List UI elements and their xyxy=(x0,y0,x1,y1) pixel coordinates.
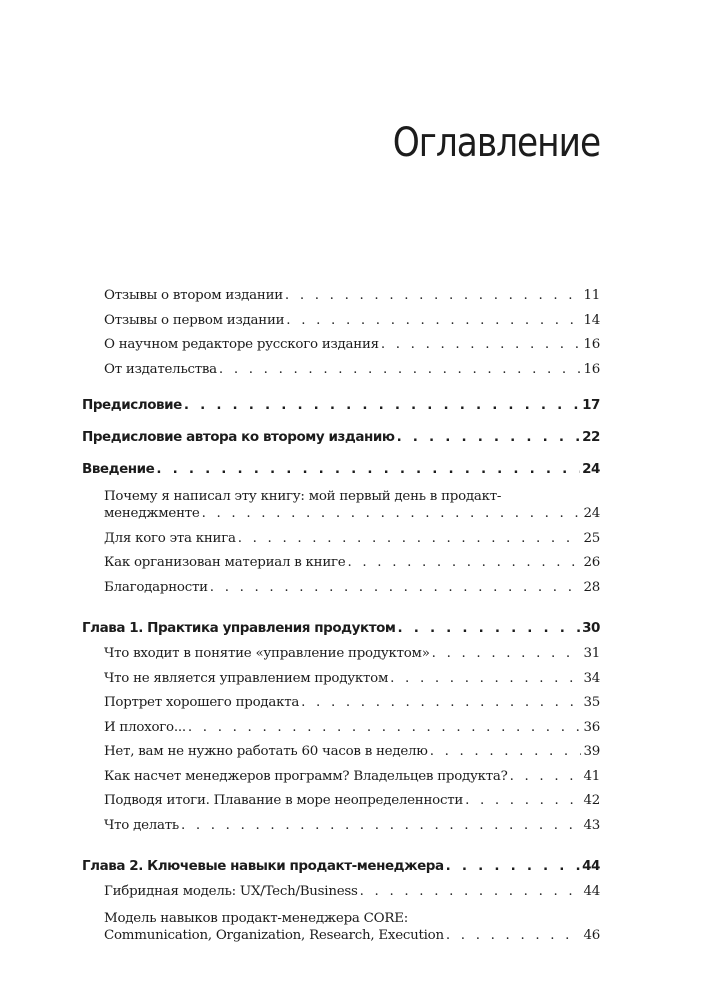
leader-dots xyxy=(432,646,582,661)
toc-chapter-label: Глава 2. Ключевые навыки продакт-менеджера xyxy=(82,858,444,874)
toc-entry-page: 44 xyxy=(583,884,600,899)
leader-dots xyxy=(465,793,581,808)
leader-dots xyxy=(510,769,582,784)
page-title: Оглавление xyxy=(392,120,600,166)
toc-entry[interactable] xyxy=(82,487,600,531)
toc-chapter[interactable] xyxy=(82,397,600,423)
toc-entry[interactable] xyxy=(82,793,600,818)
toc-entry-label: Что делать xyxy=(104,817,179,833)
toc-entry-page: 14 xyxy=(583,312,600,328)
toc-entry-page: 41 xyxy=(583,768,600,784)
toc-entry-label: О научном редакторе русского издания xyxy=(104,337,379,352)
toc-entry-page: 26 xyxy=(583,555,600,570)
leader-dots xyxy=(188,720,582,735)
toc-entry-page: 34 xyxy=(583,670,600,686)
toc-entry-page: 28 xyxy=(583,579,600,595)
toc-chapter[interactable] xyxy=(82,429,600,455)
toc-entry-label: Отзывы о первом издании xyxy=(104,312,285,328)
toc-entry-page: 46 xyxy=(583,927,600,943)
toc-entry-page: 43 xyxy=(583,817,600,833)
toc-entry-label: Для кого эта книга xyxy=(104,530,236,546)
toc-chapter[interactable] xyxy=(82,461,600,487)
toc-entry-label: Портрет хорошего продакта xyxy=(104,695,300,710)
toc-entry-page: 31 xyxy=(583,646,600,661)
toc-entry[interactable] xyxy=(82,313,600,338)
toc-chapter[interactable] xyxy=(82,620,600,646)
leader-dots xyxy=(202,506,582,521)
toc-entry-label: Как организован материал в книге xyxy=(104,555,346,570)
toc-chapter-page: 44 xyxy=(582,858,600,874)
leader-dots xyxy=(219,362,582,377)
toc-entry-page: 16 xyxy=(583,361,600,377)
leader-dots xyxy=(390,671,581,686)
leader-dots xyxy=(184,397,580,413)
toc-chapter-label: Предисловие xyxy=(82,397,182,413)
toc-chapter-label: Введение xyxy=(82,461,155,477)
leader-dots xyxy=(397,620,580,636)
toc-entry[interactable] xyxy=(82,288,600,313)
toc-entry[interactable] xyxy=(82,671,600,696)
leader-dots xyxy=(446,858,580,874)
toc-chapter[interactable] xyxy=(82,858,600,884)
leader-dots xyxy=(301,695,581,710)
leader-dots xyxy=(285,288,582,303)
toc-entry[interactable] xyxy=(82,695,600,720)
toc-entry[interactable] xyxy=(82,531,600,556)
toc-chapter-label: Предисловие автора ко второму изданию xyxy=(82,429,395,445)
toc-entry-page: 36 xyxy=(583,719,600,735)
leader-dots xyxy=(397,429,581,445)
toc-entry-page: 42 xyxy=(583,793,600,808)
leader-dots xyxy=(347,555,581,570)
toc-entry[interactable] xyxy=(82,769,600,794)
toc-entry[interactable] xyxy=(82,720,600,745)
toc-entry[interactable] xyxy=(82,362,600,387)
toc-entry[interactable] xyxy=(82,555,600,580)
toc-entry-label: От издательства xyxy=(104,361,217,377)
toc-chapter-label: Глава 1. Практика управления продуктом xyxy=(82,620,396,636)
toc-entry-label: Нет, вам не нужно работать 60 часов в неделю xyxy=(104,744,428,759)
toc-entry-label: Гибридная модель: UX/Tech/Business xyxy=(104,884,358,899)
toc-entry[interactable] xyxy=(82,818,600,843)
toc-entry-page: 24 xyxy=(583,506,600,521)
toc-entry-label: Как насчет менеджеров программ? Владельцев продукта? xyxy=(104,768,508,784)
leader-dots xyxy=(286,313,581,328)
toc-chapter-page: 17 xyxy=(582,397,600,413)
toc-entry-label-line1: Почему я написал эту книгу: мой первый день в продакт- xyxy=(104,489,502,504)
toc-entry[interactable] xyxy=(82,580,600,605)
leader-dots xyxy=(381,337,582,352)
toc-entry-label: Подводя итоги. Плавание в море неопределенности xyxy=(104,793,464,808)
leader-dots xyxy=(210,580,582,595)
table-of-contents xyxy=(82,288,600,952)
leader-dots xyxy=(446,928,582,943)
toc-entry-label: менеджменте xyxy=(104,506,200,521)
toc-entry-page: 16 xyxy=(583,337,600,352)
leader-dots xyxy=(430,744,582,759)
toc-entry-label: Благодарности xyxy=(104,579,208,595)
toc-entry-label: Communication, Organization, Research, Execution xyxy=(104,927,444,943)
leader-dots xyxy=(360,884,582,899)
leader-dots xyxy=(238,531,582,546)
toc-entry-label: Отзывы о втором издании xyxy=(104,288,283,303)
toc-entry[interactable] xyxy=(82,646,600,671)
toc-entry[interactable] xyxy=(82,337,600,362)
toc-entry[interactable] xyxy=(82,884,600,909)
toc-entry-page: 11 xyxy=(583,288,600,303)
toc-entry[interactable] xyxy=(82,909,600,953)
toc-entry[interactable] xyxy=(82,744,600,769)
toc-chapter-page: 30 xyxy=(582,620,600,636)
toc-entry-label: Что не является управлением продуктом xyxy=(104,670,389,686)
toc-chapter-page: 22 xyxy=(582,429,600,445)
toc-entry-page: 25 xyxy=(583,530,600,546)
leader-dots xyxy=(181,818,582,833)
toc-entry-label: Что входит в понятие «управление продуктом» xyxy=(104,646,430,661)
toc-chapter-page: 24 xyxy=(582,461,600,477)
toc-entry-label-line1: Модель навыков продакт-менеджера CORE: xyxy=(104,910,408,926)
toc-entry-page: 39 xyxy=(583,744,600,759)
toc-entry-page: 35 xyxy=(583,695,600,710)
leader-dots xyxy=(156,461,580,477)
toc-entry-label: И плохого... xyxy=(104,719,186,735)
